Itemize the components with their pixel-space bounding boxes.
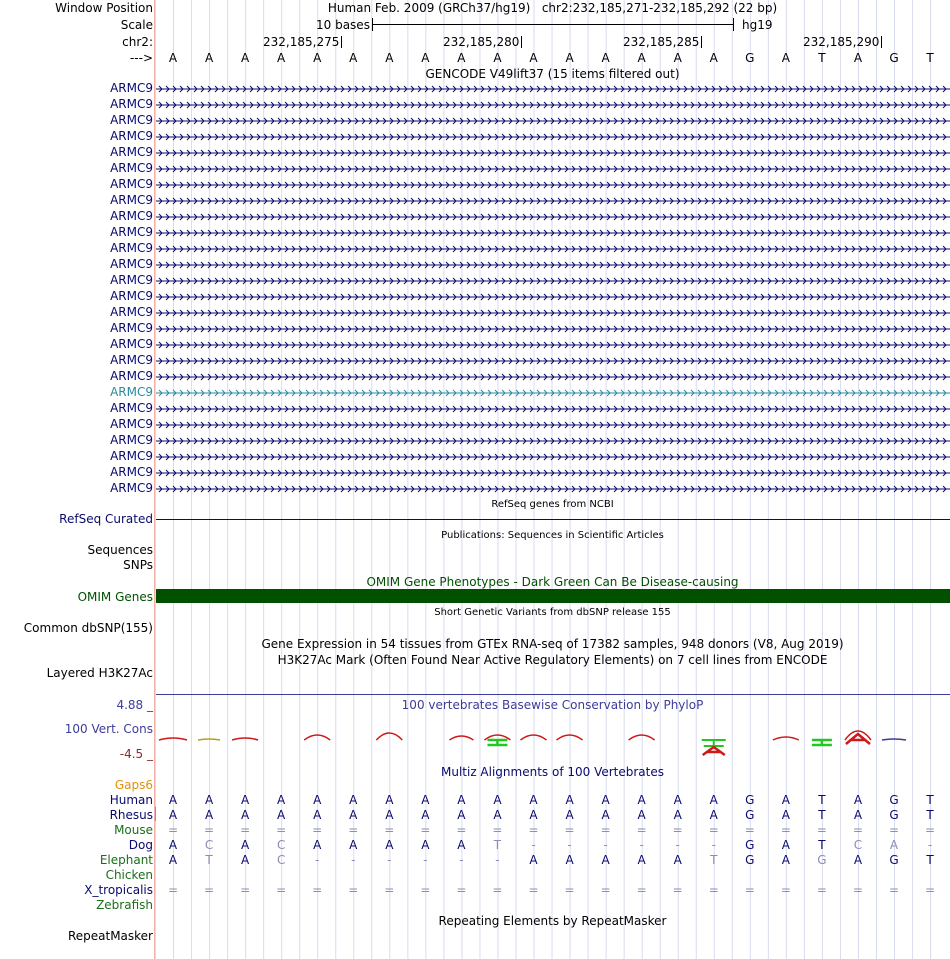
multiz-base: A bbox=[349, 793, 358, 807]
multiz-base: G bbox=[889, 853, 899, 867]
multiz-base: A bbox=[277, 793, 286, 807]
multiz-base: A bbox=[168, 793, 178, 807]
multiz-base: T bbox=[926, 808, 934, 822]
ruler-tick bbox=[623, 35, 702, 49]
multiz-base: = bbox=[276, 823, 287, 837]
cons-logo-mark bbox=[882, 739, 906, 740]
multiz-base: G bbox=[745, 793, 755, 807]
multiz-base: G bbox=[745, 853, 755, 867]
multiz-base: = bbox=[204, 823, 215, 837]
multiz-base: A bbox=[457, 793, 466, 807]
publications-sequences-label[interactable]: Sequences bbox=[87, 543, 153, 557]
multiz-species-label[interactable]: Chicken bbox=[105, 868, 153, 882]
h3k27ac-track-title: H3K27Ac Mark (Often Found Near Active Regulatory Elements) on 7 cell lines from ENCODE bbox=[277, 653, 828, 667]
multiz-base: - bbox=[351, 853, 356, 867]
multiz-base: A bbox=[168, 808, 178, 822]
multiz-base: = bbox=[420, 883, 431, 897]
position-text: chr2:232,185,271-232,185,292 (22 bp) bbox=[541, 1, 778, 15]
gencode-item-label[interactable]: ARMC9 bbox=[110, 225, 153, 239]
multiz-base: = bbox=[780, 823, 791, 837]
multiz-base: T bbox=[818, 838, 826, 852]
multiz-base: = bbox=[528, 883, 539, 897]
base-letter: T bbox=[926, 51, 934, 65]
gencode-item-label[interactable]: ARMC9 bbox=[110, 241, 153, 255]
multiz-base: G bbox=[745, 808, 755, 822]
window-position-label: Window Position bbox=[55, 1, 153, 15]
multiz-base: A bbox=[493, 808, 502, 822]
multiz-base: A bbox=[853, 793, 863, 807]
multiz-base: = bbox=[672, 883, 683, 897]
multiz-base: A bbox=[673, 853, 682, 867]
multiz-base: = bbox=[600, 883, 611, 897]
ruler-tick-label: 232,185,280 bbox=[443, 35, 520, 49]
ruler-tick bbox=[803, 35, 882, 49]
gencode-item-label[interactable]: ARMC9 bbox=[110, 177, 153, 191]
base-letter: A bbox=[601, 51, 610, 65]
multiz-base: = bbox=[456, 823, 467, 837]
multiz-base: = bbox=[348, 883, 359, 897]
multiz-base: - bbox=[927, 838, 933, 852]
multiz-base: A bbox=[709, 808, 718, 822]
base-letter: A bbox=[781, 51, 790, 65]
multiz-base: A bbox=[349, 808, 358, 822]
multiz-base: G bbox=[889, 793, 899, 807]
multiz-base: A bbox=[529, 793, 538, 807]
multiz-base: A bbox=[637, 853, 646, 867]
gencode-item-label[interactable]: ARMC9 bbox=[110, 273, 153, 287]
multiz-base: = bbox=[240, 883, 251, 897]
gencode-item-label[interactable]: ARMC9 bbox=[110, 129, 153, 143]
gencode-item-label[interactable]: ARMC9 bbox=[110, 289, 153, 303]
assembly-text: Human Feb. 2009 (GRCh37/hg19) bbox=[327, 1, 531, 15]
multiz-base: - bbox=[567, 838, 572, 852]
ruler-tick bbox=[263, 35, 342, 49]
base-letter: A bbox=[493, 51, 502, 65]
gencode-item-label[interactable]: ARMC9 bbox=[110, 433, 153, 447]
multiz-base: A bbox=[853, 853, 863, 867]
multiz-species-label[interactable]: X_tropicalis bbox=[84, 883, 153, 897]
cons-logo-mark bbox=[159, 738, 187, 740]
cons-logo-graph[interactable] bbox=[155, 725, 950, 757]
multiz-base: T bbox=[926, 853, 934, 867]
scale-bar-left-cap bbox=[372, 18, 373, 31]
gencode-item-label[interactable]: ARMC9 bbox=[110, 369, 153, 383]
cons-logo-mark bbox=[557, 735, 583, 740]
multiz-base: T bbox=[926, 793, 934, 807]
multiz-base: = bbox=[167, 883, 179, 897]
repeatmasker-track-label[interactable]: RepeatMasker bbox=[67, 929, 153, 943]
multiz-base: - bbox=[639, 838, 644, 852]
base-letter: G bbox=[745, 51, 755, 65]
cons-logo-mark bbox=[198, 739, 220, 740]
multiz-species-label[interactable]: Dog bbox=[128, 838, 153, 852]
publications-snps-label[interactable]: SNPs bbox=[123, 558, 153, 572]
base-letter: A bbox=[529, 51, 538, 65]
multiz-base: A bbox=[673, 808, 682, 822]
gencode-item-label[interactable]: ARMC9 bbox=[110, 401, 153, 415]
multiz-base: A bbox=[385, 793, 394, 807]
multiz-base: A bbox=[204, 808, 214, 822]
gencode-item-label[interactable]: ARMC9 bbox=[110, 193, 153, 207]
multiz-base: C bbox=[204, 838, 214, 852]
multiz-base: A bbox=[313, 808, 322, 822]
multiz-base: = bbox=[312, 883, 323, 897]
cons-track-title: 100 vertebrates Basewise Conservation by PhyloP bbox=[401, 698, 704, 712]
multiz-base: - bbox=[603, 838, 608, 852]
multiz-base: - bbox=[423, 853, 428, 867]
multiz-base: A bbox=[168, 853, 178, 867]
gencode-item-label[interactable]: ARMC9 bbox=[110, 81, 153, 95]
omim-track-title: OMIM Gene Phenotypes - Dark Green Can Be Disease-causing bbox=[366, 575, 739, 589]
refseq-track-title: RefSeq genes from NCBI bbox=[491, 499, 614, 510]
base-letter: A bbox=[204, 51, 214, 65]
multiz-base: T bbox=[710, 853, 718, 867]
multiz-base: - bbox=[387, 853, 392, 867]
multiz-base: = bbox=[312, 823, 323, 837]
multiz-base: A bbox=[493, 793, 502, 807]
multiz-base: = bbox=[888, 823, 900, 837]
multiz-base: A bbox=[781, 838, 790, 852]
cons-logo-mark bbox=[773, 737, 799, 740]
gencode-item-label[interactable]: ARMC9 bbox=[110, 481, 153, 495]
multiz-base: A bbox=[601, 793, 610, 807]
multiz-base: = bbox=[384, 823, 395, 837]
cons-logo-mark bbox=[232, 738, 258, 740]
multiz-base: G bbox=[889, 808, 899, 822]
multiz-base: = bbox=[744, 883, 755, 897]
base-letter: A bbox=[168, 51, 178, 65]
cons-logo-mark bbox=[487, 740, 507, 745]
multiz-species-label[interactable]: Human bbox=[109, 793, 153, 807]
multiz-base: A bbox=[240, 838, 250, 852]
multiz-base: - bbox=[459, 853, 464, 867]
multiz-base: A bbox=[240, 808, 250, 822]
gencode-item-label[interactable]: ARMC9 bbox=[110, 465, 153, 479]
multiz-base: = bbox=[852, 883, 863, 897]
multiz-base: = bbox=[564, 883, 575, 897]
base-letter: A bbox=[385, 51, 394, 65]
multiz-species-label[interactable]: Elephant bbox=[99, 853, 153, 867]
multiz-base: A bbox=[421, 808, 430, 822]
multiz-base: A bbox=[637, 793, 646, 807]
multiz-base: = bbox=[204, 883, 215, 897]
cons-track-label[interactable]: 100 Vert. Cons bbox=[64, 722, 153, 736]
gencode-item-label[interactable]: ARMC9 bbox=[110, 337, 153, 351]
publications-track-title: Publications: Sequences in Scientific Articles bbox=[441, 530, 664, 541]
multiz-base: A bbox=[240, 853, 250, 867]
gencode-item-label[interactable]: ARMC9 bbox=[110, 385, 153, 399]
cons-min-label: -4.5 _ bbox=[119, 747, 153, 761]
multiz-base: G bbox=[817, 853, 827, 867]
multiz-base: A bbox=[277, 808, 286, 822]
multiz-base: A bbox=[240, 793, 250, 807]
multiz-species-label[interactable]: Rhesus bbox=[109, 808, 153, 822]
multiz-base: T bbox=[205, 853, 213, 867]
base-letter: A bbox=[673, 51, 682, 65]
ruler-tick-label: 232,185,285 bbox=[623, 35, 700, 49]
multiz-base: G bbox=[745, 838, 755, 852]
multiz-base: A bbox=[601, 853, 610, 867]
multiz-base: = bbox=[744, 823, 755, 837]
cons-logo-mark bbox=[304, 735, 330, 740]
base-letter: A bbox=[637, 51, 646, 65]
scale-text: 10 bases bbox=[316, 18, 370, 32]
gencode-item-label[interactable]: ARMC9 bbox=[110, 305, 153, 319]
multiz-base: A bbox=[889, 838, 899, 852]
multiz-base: = bbox=[456, 883, 467, 897]
gencode-transcript-lines[interactable] bbox=[155, 80, 950, 500]
multiz-base: A bbox=[529, 853, 538, 867]
multiz-base: = bbox=[672, 823, 683, 837]
base-sequence-row bbox=[0, 51, 950, 65]
gencode-item-label[interactable]: ARMC9 bbox=[110, 209, 153, 223]
omim-gene-bar[interactable] bbox=[156, 589, 950, 603]
refseq-gene-line[interactable] bbox=[156, 519, 950, 520]
base-letter: A bbox=[457, 51, 466, 65]
multiz-base: T bbox=[493, 838, 502, 852]
cons-logo-mark bbox=[629, 735, 655, 740]
multiz-base: = bbox=[636, 883, 647, 897]
scale-db: hg19 bbox=[742, 18, 773, 32]
multiz-base: C bbox=[276, 838, 286, 852]
multiz-base: A bbox=[313, 838, 322, 852]
multiz-base: = bbox=[564, 823, 575, 837]
gencode-item-label[interactable]: ARMC9 bbox=[110, 161, 153, 175]
strand-label: ---> bbox=[129, 51, 153, 65]
ruler-tick-label: 232,185,290 bbox=[803, 35, 880, 49]
multiz-base: = bbox=[925, 883, 936, 897]
multiz-base: A bbox=[709, 793, 718, 807]
multiz-base: A bbox=[781, 793, 790, 807]
multiz-base: = bbox=[816, 823, 827, 837]
multiz-base: A bbox=[457, 838, 466, 852]
rhesus-gap-marker bbox=[155, 807, 156, 821]
multiz-base: - bbox=[675, 838, 680, 852]
base-letter: A bbox=[277, 51, 286, 65]
gencode-item-label[interactable]: ARMC9 bbox=[110, 145, 153, 159]
multiz-base: = bbox=[492, 823, 503, 837]
gencode-item-label[interactable]: ARMC9 bbox=[110, 321, 153, 335]
multiz-base: = bbox=[240, 823, 251, 837]
cons-top-line bbox=[156, 694, 950, 695]
multiz-base: A bbox=[601, 808, 610, 822]
multiz-base: = bbox=[816, 883, 827, 897]
multiz-base: A bbox=[457, 808, 466, 822]
multiz-base: = bbox=[708, 823, 719, 837]
multiz-base: A bbox=[565, 793, 574, 807]
multiz-base: A bbox=[637, 808, 646, 822]
gencode-item-label[interactable]: ARMC9 bbox=[110, 113, 153, 127]
multiz-species-label[interactable]: Mouse bbox=[114, 823, 153, 837]
multiz-base: = bbox=[708, 883, 719, 897]
gencode-track-title: GENCODE V49lift37 (15 items filtered out) bbox=[425, 67, 680, 81]
base-letter: T bbox=[818, 51, 826, 65]
ruler-tick bbox=[443, 35, 522, 49]
repeatmasker-track-title: Repeating Elements by RepeatMasker bbox=[438, 914, 667, 928]
multiz-base: = bbox=[492, 883, 503, 897]
scale-bar-right-cap bbox=[733, 18, 734, 31]
base-letter: A bbox=[240, 51, 250, 65]
base-letter: A bbox=[565, 51, 574, 65]
scale-label: Scale bbox=[120, 18, 153, 32]
cons-logo-mark bbox=[521, 735, 547, 740]
omim-track-label[interactable]: OMIM Genes bbox=[77, 590, 153, 604]
multiz-base: A bbox=[385, 808, 394, 822]
multiz-base: = bbox=[348, 823, 359, 837]
multiz-base: A bbox=[168, 838, 178, 852]
multiz-base: = bbox=[852, 823, 863, 837]
multiz-base: = bbox=[167, 823, 179, 837]
multiz-base: A bbox=[853, 808, 863, 822]
refseq-track-label[interactable]: RefSeq Curated bbox=[59, 512, 153, 526]
base-letter: A bbox=[709, 51, 718, 65]
cons-max-label: 4.88 _ bbox=[116, 698, 153, 712]
multiz-base: - bbox=[531, 838, 536, 852]
ruler-tick-label: 232,185,275 bbox=[263, 35, 340, 49]
cons-logo-mark bbox=[703, 747, 725, 755]
base-letter: A bbox=[349, 51, 358, 65]
multiz-base: A bbox=[781, 853, 790, 867]
multiz-base: A bbox=[204, 793, 214, 807]
multiz-base: A bbox=[421, 793, 430, 807]
base-letter: A bbox=[853, 51, 863, 65]
multiz-base: = bbox=[780, 883, 791, 897]
multiz-base: A bbox=[673, 793, 682, 807]
cons-logo-mark bbox=[449, 736, 473, 740]
multiz-base: = bbox=[384, 883, 395, 897]
multiz-base: = bbox=[925, 823, 936, 837]
gencode-item-label[interactable]: ARMC9 bbox=[110, 417, 153, 431]
multiz-base: A bbox=[385, 838, 394, 852]
multiz-base: = bbox=[420, 823, 431, 837]
multiz-base: A bbox=[529, 808, 538, 822]
window-position-text bbox=[155, 1, 950, 15]
multiz-base: C bbox=[853, 838, 863, 852]
chrom-label: chr2: bbox=[122, 35, 153, 49]
multiz-base: = bbox=[636, 823, 647, 837]
multiz-gaps-label: Gaps6 bbox=[114, 778, 153, 792]
dbsnp-track-title: Short Genetic Variants from dbSNP release 155 bbox=[434, 607, 671, 618]
multiz-base: - bbox=[315, 853, 320, 867]
h3k27ac-track-label[interactable]: Layered H3K27Ac bbox=[46, 666, 153, 680]
cons-logo-mark bbox=[376, 733, 402, 740]
cons-logo-mark bbox=[812, 740, 832, 745]
multiz-base: C bbox=[276, 853, 286, 867]
multiz-base: T bbox=[818, 793, 826, 807]
multiz-base: A bbox=[565, 853, 574, 867]
multiz-base: - bbox=[711, 838, 716, 852]
multiz-base: A bbox=[349, 838, 358, 852]
multiz-base: = bbox=[600, 823, 611, 837]
gencode-item-label[interactable]: ARMC9 bbox=[110, 257, 153, 271]
multiz-track-title: Multiz Alignments of 100 Vertebrates bbox=[440, 765, 665, 779]
gtex-track-title: Gene Expression in 54 tissues from GTEx RNA-seq of 17382 samples, 948 donors (V8, Aug 2019) bbox=[261, 637, 844, 651]
multiz-base: A bbox=[313, 793, 322, 807]
multiz-base: - bbox=[495, 853, 500, 867]
multiz-base: = bbox=[276, 883, 287, 897]
base-letter: G bbox=[889, 51, 899, 65]
scale-bar bbox=[372, 24, 733, 25]
multiz-base: = bbox=[888, 883, 900, 897]
gencode-item-label[interactable]: ARMC9 bbox=[110, 97, 153, 111]
gencode-item-label[interactable]: ARMC9 bbox=[110, 449, 153, 463]
gencode-item-label[interactable]: ARMC9 bbox=[110, 353, 153, 367]
multiz-base: A bbox=[421, 838, 430, 852]
base-letter: A bbox=[421, 51, 430, 65]
base-letter: A bbox=[313, 51, 322, 65]
multiz-base: T bbox=[818, 808, 826, 822]
multiz-base: = bbox=[528, 823, 539, 837]
multiz-base: A bbox=[781, 808, 790, 822]
multiz-species-label[interactable]: Zebrafish bbox=[96, 898, 153, 912]
dbsnp-track-label[interactable]: Common dbSNP(155) bbox=[23, 621, 153, 635]
multiz-base: A bbox=[565, 808, 574, 822]
